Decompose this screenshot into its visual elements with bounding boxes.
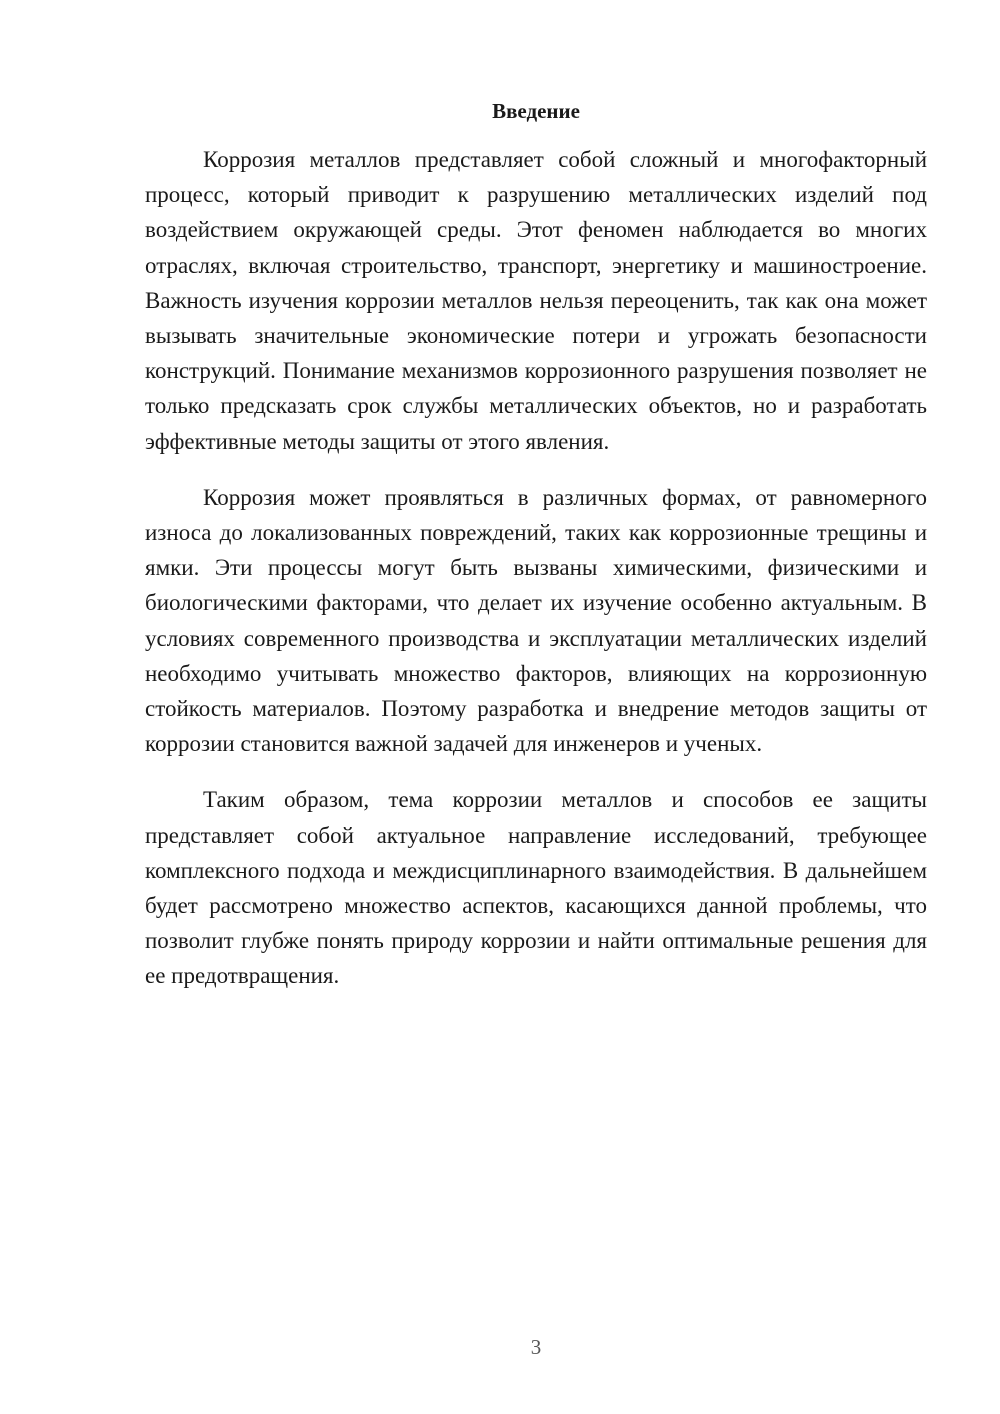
page-number: 3 — [530, 1335, 542, 1359]
section-heading: Введение — [492, 99, 580, 123]
body-text — [145, 142, 927, 994]
paragraph-3: Таким образом, тема коррозии металлов и способов ее защиты представляет собой актуальное направление исследований, требующее комплексного подхода и междисциплинарного взаимодействия. В дальнейшем будет рассмотрено множество аспектов, касающихся данной проблемы, что позволит глубже понять природу коррозии и найти оптимальные решения для ее предотвращения. — [145, 787, 927, 989]
paragraph-2: Коррозия может проявляться в различных формах, от равномерного износа до локализованных повреждений, таких как коррозионные трещины и ямки. Эти процессы могут быть вызваны химическими, физическими и биологическими факторами, что делает их изучение особенно актуальным. В условиях современного производства и эксплуатации металлических изделий необходимо учитывать множество факторов, влияющих на коррозионную стойкость материалов. Поэтому разработка и внедрение методов защиты от коррозии становится важной задачей для инженеров и ученых. — [145, 484, 927, 757]
paragraph-1: Коррозия металлов представляет собой сложный и многофакторный процесс, который приводит к разрушению металлических изделий под воздействием окружающей среды. Этот феномен наблюдается во многих отраслях, включая строительство, транспорт, энергетику и машиностроение. Важность изучения коррозии металлов нельзя переоценить, так как она может вызывать значительные экономические потери и угрожать безопасности конструкций. Понимание механизмов коррозионного разрушения позволяет не только предсказать срок службы металлических объектов, но и разработать эффективные методы защиты от этого явления. — [145, 147, 927, 454]
